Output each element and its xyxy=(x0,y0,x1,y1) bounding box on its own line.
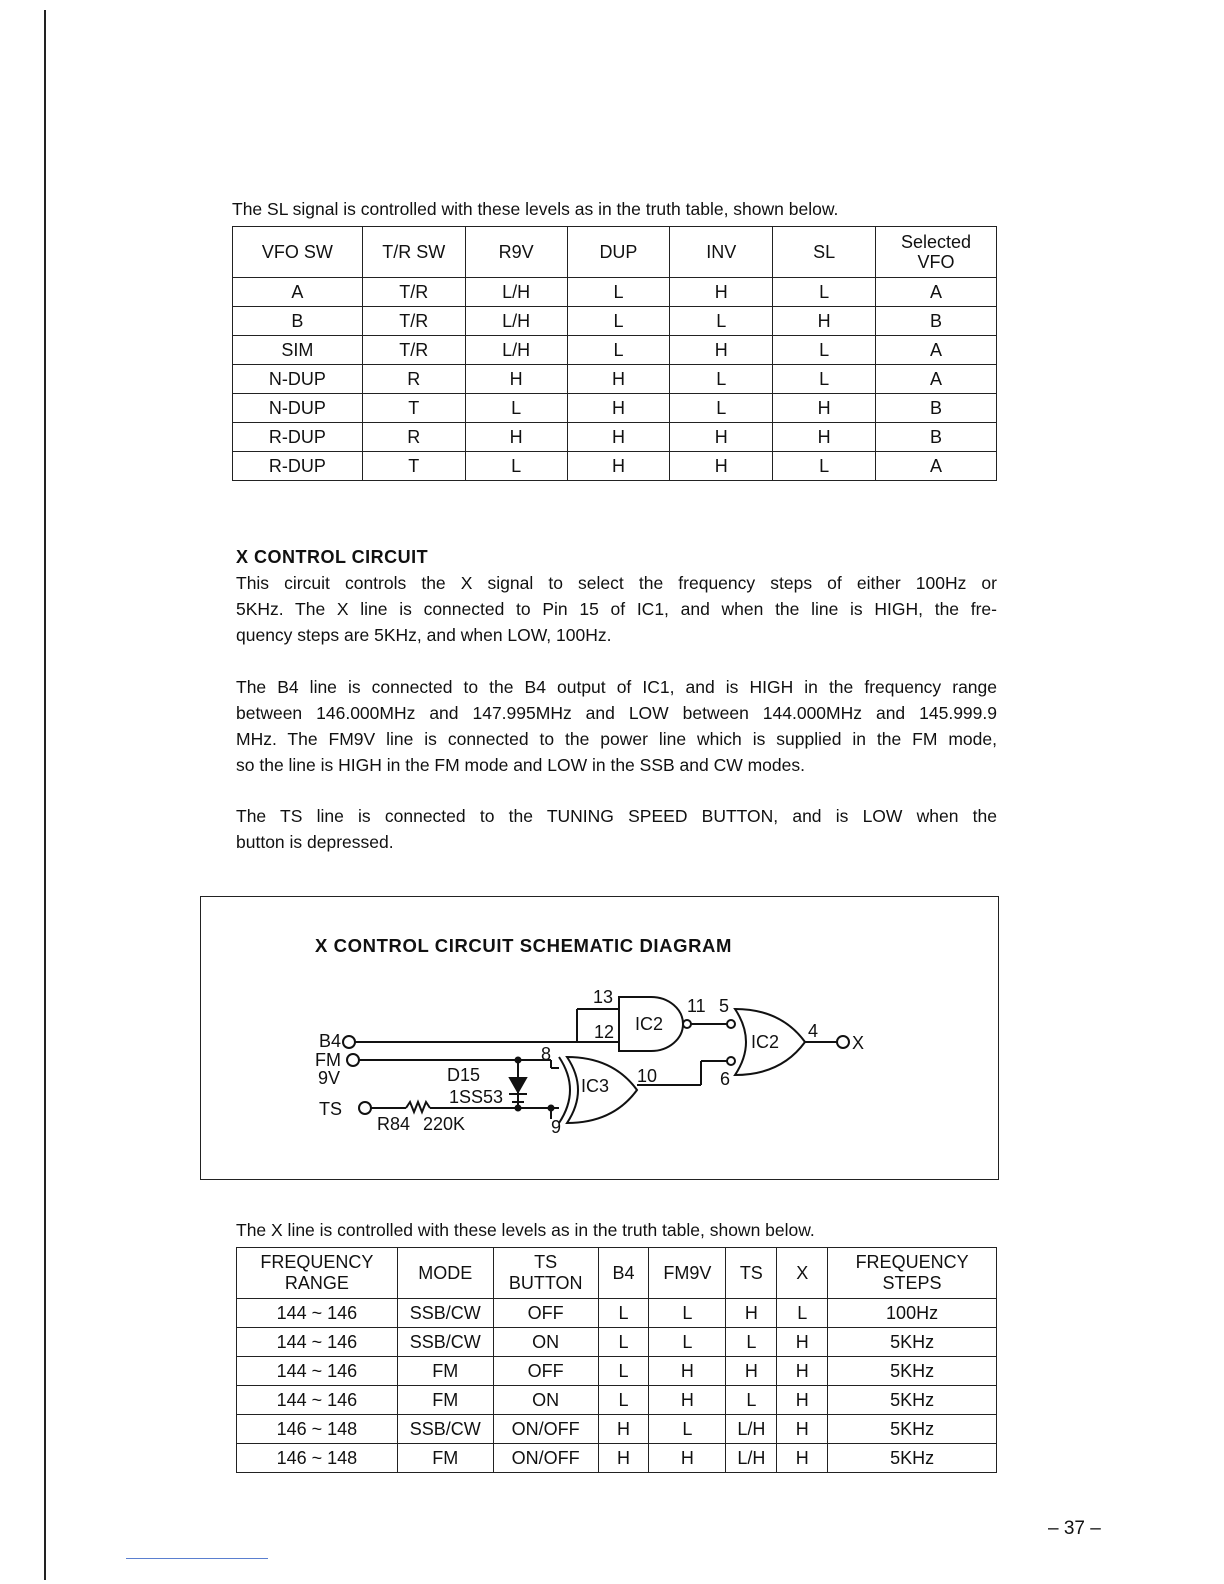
cell: H xyxy=(670,423,773,452)
cell: SSB/CW xyxy=(397,1299,493,1328)
cell: L xyxy=(726,1328,777,1357)
cell: L xyxy=(465,452,567,481)
cell: H xyxy=(777,1415,828,1444)
header-line: STEPS xyxy=(882,1273,942,1293)
table-row xyxy=(233,423,997,452)
col-header-ts-button xyxy=(493,1248,598,1299)
cell: L xyxy=(670,394,773,423)
col-header-mode: MODE xyxy=(397,1248,493,1299)
cell: L xyxy=(598,1328,649,1357)
label-pin4: 4 xyxy=(808,1021,819,1041)
schematic-svg xyxy=(201,897,998,1179)
cell: 5KHz xyxy=(828,1444,997,1473)
cell: H xyxy=(773,394,876,423)
cell: A xyxy=(876,336,997,365)
header-line: Selected xyxy=(900,232,972,252)
cell: T/R xyxy=(362,307,465,336)
cell: L xyxy=(726,1386,777,1415)
cell: L/H xyxy=(465,336,567,365)
label-ic2-upper: IC2 xyxy=(635,1014,664,1034)
label-pin10: 10 xyxy=(637,1066,658,1086)
cell: L xyxy=(598,1386,649,1415)
label-pin11: 11 xyxy=(687,996,706,1016)
diagram-title: X CONTROL CIRCUIT SCHEMATIC DIAGRAM xyxy=(315,935,733,956)
cell: H xyxy=(777,1357,828,1386)
cell: L xyxy=(773,365,876,394)
cell: FM xyxy=(397,1444,493,1473)
cell: L xyxy=(670,365,773,394)
r84-resistor xyxy=(406,1102,430,1112)
cell: A xyxy=(876,365,997,394)
ts-terminal xyxy=(359,1102,371,1114)
cell: H xyxy=(670,452,773,481)
col-header-x: X xyxy=(777,1248,828,1299)
col-header: INV xyxy=(670,227,773,278)
header-line: TS xyxy=(534,1252,558,1272)
table-row xyxy=(233,394,997,423)
table-row xyxy=(233,365,997,394)
page-number: – 37 – xyxy=(1048,1518,1101,1539)
cell: L xyxy=(670,307,773,336)
label-r84: R84 xyxy=(377,1114,411,1134)
b4-terminal xyxy=(343,1036,355,1048)
cell: T xyxy=(362,394,465,423)
cell: ON/OFF xyxy=(493,1415,598,1444)
x-intro-text: The X line is controlled with these levels as in the truth table, shown below. xyxy=(236,1220,815,1240)
cell: 5KHz xyxy=(828,1415,997,1444)
label-ts: TS xyxy=(319,1099,343,1119)
cell: L/H xyxy=(726,1444,777,1473)
cell: N-DUP xyxy=(233,365,363,394)
cell: ON xyxy=(493,1328,598,1357)
diode-symbol xyxy=(510,1078,526,1092)
left-margin-line xyxy=(44,10,46,1580)
text-line: The TS line is connected to the TUNING SPEED BUTTON, and is LOW when the xyxy=(236,806,997,826)
col-header-fm9v: FM9V xyxy=(649,1248,726,1299)
cell: 146 ~ 148 xyxy=(237,1415,398,1444)
cell: H xyxy=(598,1415,649,1444)
header-line: VFO xyxy=(917,252,955,272)
label-x-out: X xyxy=(852,1033,865,1053)
ic2-upper-bubble xyxy=(683,1020,691,1028)
section-heading: X CONTROL CIRCUIT xyxy=(236,547,429,567)
cell: H xyxy=(567,365,670,394)
cell: 144 ~ 146 xyxy=(237,1299,398,1328)
cell: H xyxy=(670,278,773,307)
cell: H xyxy=(773,307,876,336)
junction-dot xyxy=(515,1105,522,1112)
cell: N-DUP xyxy=(233,394,363,423)
label-pin6: 6 xyxy=(720,1069,731,1089)
cell: L xyxy=(777,1299,828,1328)
cell: 100Hz xyxy=(828,1299,997,1328)
cell: R-DUP xyxy=(233,452,363,481)
cell: L xyxy=(649,1415,726,1444)
label-pin12: 12 xyxy=(594,1022,615,1042)
label-pin8: 8 xyxy=(541,1044,552,1064)
cell: SSB/CW xyxy=(397,1415,493,1444)
cell: H xyxy=(567,394,670,423)
cell: L xyxy=(773,278,876,307)
col-header-frequency-range xyxy=(237,1248,398,1299)
bottom-rule xyxy=(126,1558,268,1559)
cell: H xyxy=(777,1386,828,1415)
cell: H xyxy=(670,336,773,365)
cell: L xyxy=(649,1299,726,1328)
cell: L/H xyxy=(465,278,567,307)
label-pin9: 9 xyxy=(551,1117,562,1137)
table-row xyxy=(233,278,997,307)
cell: L xyxy=(567,278,670,307)
sl-intro-text: The SL signal is controlled with these levels as in the truth table, shown below. xyxy=(232,199,839,219)
col-header-ts: TS xyxy=(726,1248,777,1299)
label-fm: FM xyxy=(315,1050,341,1070)
table-row xyxy=(233,452,997,481)
cell: A xyxy=(876,452,997,481)
col-header: R9V xyxy=(465,227,567,278)
text-line: quency steps are 5KHz, and when LOW, 100Hz. xyxy=(236,625,612,645)
cell: FM xyxy=(397,1386,493,1415)
cell: L xyxy=(567,336,670,365)
cell: L xyxy=(465,394,567,423)
label-pin5: 5 xyxy=(719,996,730,1016)
cell: B xyxy=(233,307,363,336)
col-header: DUP xyxy=(567,227,670,278)
cell: L xyxy=(598,1357,649,1386)
header-line: FREQUENCY xyxy=(855,1252,969,1272)
text-line: This circuit controls the X signal to select the frequency steps of either 100Hz or xyxy=(236,573,997,593)
cell: H xyxy=(567,452,670,481)
cell: B xyxy=(876,307,997,336)
text-line: between 146.000MHz and 147.995MHz and LOW between 144.000MHz and 145.999.9 xyxy=(236,703,997,723)
text-line: 5KHz. The X line is connected to Pin 15 of IC1, and when the line is HIGH, the fre- xyxy=(236,599,997,619)
table-row xyxy=(233,336,997,365)
table-row xyxy=(237,1328,997,1357)
cell: L xyxy=(598,1299,649,1328)
col-header: SL xyxy=(773,227,876,278)
col-header: T/R SW xyxy=(362,227,465,278)
cell: L xyxy=(649,1328,726,1357)
text-line: so the line is HIGH in the FM mode and LOW in the SSB and CW modes. xyxy=(236,755,805,775)
cell: T/R xyxy=(362,278,465,307)
cell: ON/OFF xyxy=(493,1444,598,1473)
col-header-frequency-steps xyxy=(828,1248,997,1299)
header-line: FREQUENCY xyxy=(260,1252,374,1272)
col-header-selected-vfo xyxy=(876,227,997,278)
cell: H xyxy=(465,423,567,452)
cell: 146 ~ 148 xyxy=(237,1444,398,1473)
cell: H xyxy=(777,1328,828,1357)
label-9v: 9V xyxy=(318,1068,341,1088)
paragraph-1 xyxy=(236,570,997,648)
cell: R xyxy=(362,365,465,394)
col-header-b4: B4 xyxy=(598,1248,649,1299)
cell: H xyxy=(773,423,876,452)
cell: R-DUP xyxy=(233,423,363,452)
table-header-row xyxy=(233,227,997,278)
cell: SIM xyxy=(233,336,363,365)
label-pin13: 13 xyxy=(593,987,614,1007)
cell: T/R xyxy=(362,336,465,365)
table-row xyxy=(237,1444,997,1473)
cell: L xyxy=(773,452,876,481)
cell: H xyxy=(777,1444,828,1473)
col-header: VFO SW xyxy=(233,227,363,278)
table-row xyxy=(233,307,997,336)
sl-truth-table xyxy=(232,226,997,481)
table-row xyxy=(237,1415,997,1444)
label-d15: D15 xyxy=(447,1065,481,1085)
label-1ss53: 1SS53 xyxy=(449,1087,504,1107)
cell: OFF xyxy=(493,1357,598,1386)
x-terminal xyxy=(837,1036,849,1048)
text-line: The B4 line is connected to the B4 output of IC1, and is HIGH in the frequency range xyxy=(236,677,997,697)
cell: B xyxy=(876,423,997,452)
cell: 144 ~ 146 xyxy=(237,1357,398,1386)
cell: A xyxy=(233,278,363,307)
cell: H xyxy=(567,423,670,452)
x-truth-table xyxy=(236,1247,997,1473)
cell: ON xyxy=(493,1386,598,1415)
paragraph-2 xyxy=(236,674,997,778)
cell: H xyxy=(598,1444,649,1473)
cell: L/H xyxy=(726,1415,777,1444)
cell: L/H xyxy=(465,307,567,336)
cell: SSB/CW xyxy=(397,1328,493,1357)
cell: 5KHz xyxy=(828,1386,997,1415)
label-ic3: IC3 xyxy=(581,1076,610,1096)
cell: H xyxy=(649,1386,726,1415)
label-b4: B4 xyxy=(319,1031,342,1051)
table-row xyxy=(237,1386,997,1415)
fm9v-terminal xyxy=(347,1054,359,1066)
cell: T xyxy=(362,452,465,481)
cell: 5KHz xyxy=(828,1328,997,1357)
cell: H xyxy=(726,1357,777,1386)
cell: OFF xyxy=(493,1299,598,1328)
text-line: button is depressed. xyxy=(236,832,394,852)
cell: H xyxy=(649,1444,726,1473)
table-row xyxy=(237,1299,997,1328)
cell: H xyxy=(465,365,567,394)
cell: L xyxy=(773,336,876,365)
schematic-diagram-box xyxy=(200,896,999,1180)
label-ic2-lower: IC2 xyxy=(751,1032,780,1052)
cell: 5KHz xyxy=(828,1357,997,1386)
cell: H xyxy=(726,1299,777,1328)
label-220k: 220K xyxy=(423,1114,466,1134)
paragraph-3 xyxy=(236,803,997,855)
table-row xyxy=(237,1357,997,1386)
cell: A xyxy=(876,278,997,307)
cell: R xyxy=(362,423,465,452)
cell: 144 ~ 146 xyxy=(237,1386,398,1415)
junction-dot xyxy=(548,1105,555,1112)
header-line: RANGE xyxy=(284,1273,349,1293)
table-header-row xyxy=(237,1248,997,1299)
cell: 144 ~ 146 xyxy=(237,1328,398,1357)
ic2-lower-bubble-b xyxy=(727,1057,735,1065)
cell: H xyxy=(649,1357,726,1386)
ic3-back-curve xyxy=(559,1057,570,1123)
header-line: BUTTON xyxy=(508,1273,583,1293)
ic2-lower-bubble-a xyxy=(727,1020,735,1028)
text-line: MHz. The FM9V line is connected to the power line which is supplied in the FM mode, xyxy=(236,729,997,749)
cell: FM xyxy=(397,1357,493,1386)
junction-dot xyxy=(515,1057,522,1064)
cell: L xyxy=(567,307,670,336)
cell: B xyxy=(876,394,997,423)
